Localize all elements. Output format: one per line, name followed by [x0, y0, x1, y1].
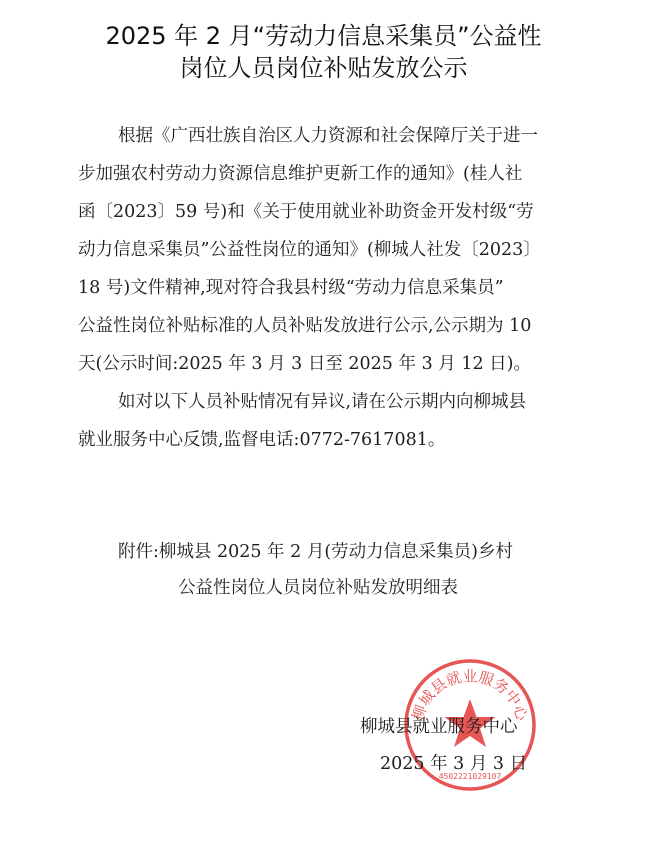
body-line: 动力信息采集员”公益性岗位的通知》(柳城人社发〔2023〕 [78, 240, 541, 260]
body-line: 天(公示时间:2025 年 3 月 3 日至 2025 年 3 月 12 日)。 [78, 354, 531, 374]
body-line: 函〔2023〕59 号)和《关于使用就业补助资金开发村级“劳 [78, 202, 534, 222]
seal-arc-text: 柳城县就业服务中心 [408, 667, 532, 723]
attachment-line: 公益性岗位人员岗位补贴发放明细表 [178, 578, 458, 598]
body-line: 公益性岗位补贴标准的人员补贴发放进行公示,公示期为 10 [78, 316, 532, 336]
attachment-line: 附件:柳城县 2025 年 2 月(劳动力信息采集员)乡村 [118, 542, 513, 562]
body-line: 如对以下人员补贴情况有异议,请在公示期内向柳城县 [118, 392, 527, 412]
signature-date: 2025 年 3 月 3 日 [380, 754, 528, 774]
seal-serial-number: 4502221029107 [438, 772, 502, 781]
document-title-line-1: 2025 年 2 月“劳动力信息采集员”公益性 [105, 22, 542, 50]
body-line: 就业服务中心反馈,监督电话:0772-7617081。 [78, 430, 446, 450]
body-line: 根据《广西壮族自治区人力资源和社会保障厅关于进一 [118, 126, 538, 146]
document-title-line-2: 岗位人员岗位补贴发放公示 [179, 54, 468, 82]
body-line: 18 号)文件精神,现对符合我县村级“劳动力信息采集员” [78, 278, 504, 298]
signature-org: 柳城县就业服务中心 [360, 717, 518, 737]
body-line: 步加强农村劳动力资源信息维护更新工作的通知》(桂人社 [78, 164, 523, 184]
